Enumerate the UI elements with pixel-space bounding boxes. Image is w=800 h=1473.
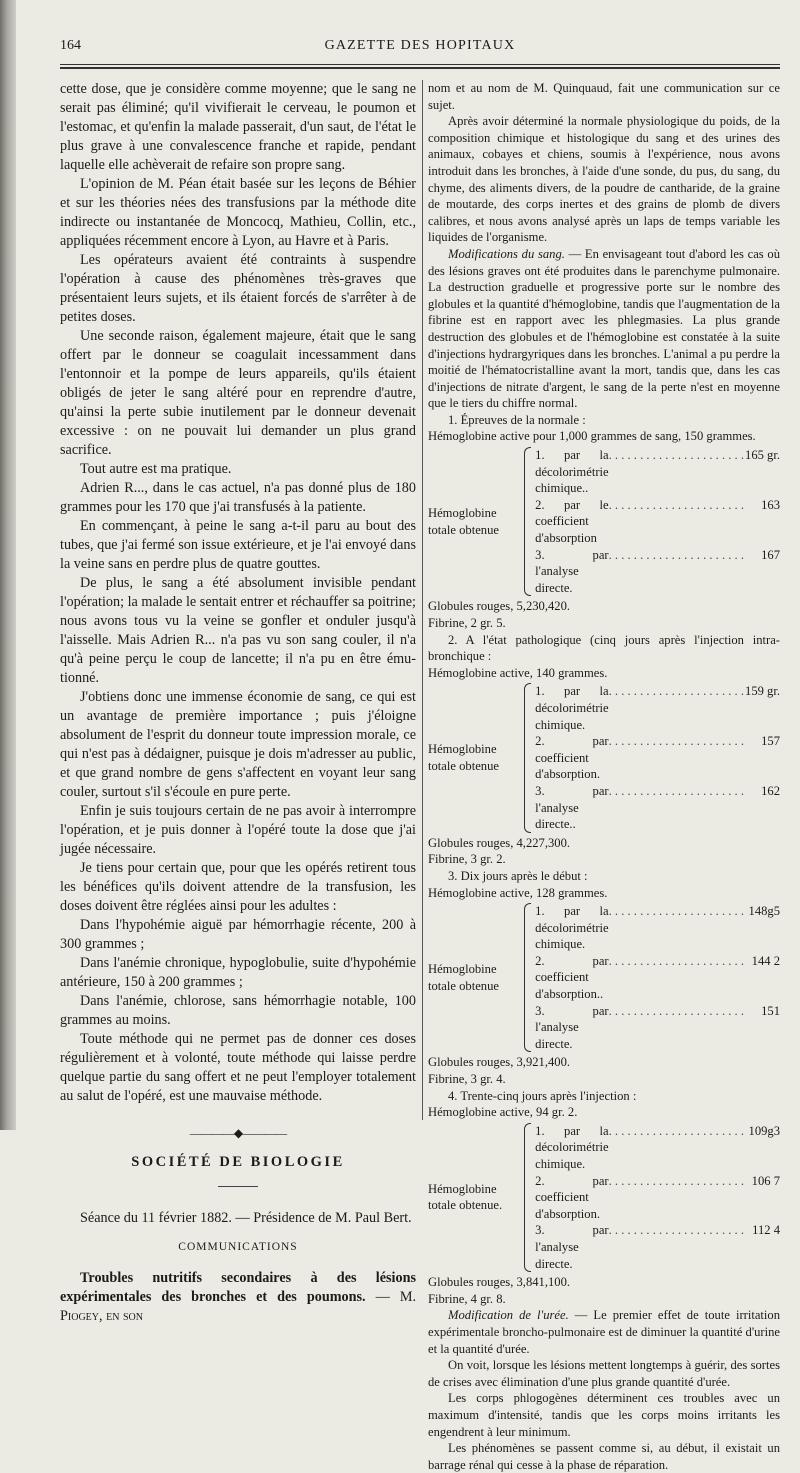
table-row-value: 144 2 bbox=[751, 953, 780, 968]
table-row bbox=[535, 733, 780, 783]
subheading: Modification de l'urée. bbox=[448, 1308, 569, 1323]
paragraph: Après avoir déterminé la normale physiologique du poids, de la composition chimique et histologique du sang et des urines des animaux, cobayes et chiens, soumis à l'expérience, nous avons introduit dans les bronches, à l'aide d'une sonde, du pus, du sang, du chyme, des aliments divers, de la poudre de cantharide, de la graine de moutarde, des corps inertes et des grains de plomb de divers calibres, et nous avons analysé après un laps de temps variable les liquides de l'organisme. bbox=[428, 114, 780, 245]
article-heading bbox=[60, 1269, 416, 1326]
newspaper-page bbox=[60, 36, 781, 1472]
page-number: 164 bbox=[60, 38, 81, 53]
table-globules: Globules rouges, 3,921,400. bbox=[428, 1055, 571, 1070]
paragraph bbox=[428, 246, 780, 412]
running-title: GAZETTE DES HOPITAUX bbox=[324, 38, 516, 53]
table-row-label: 3. par l'analyse directe. bbox=[535, 1003, 609, 1051]
table-row bbox=[535, 1123, 780, 1173]
table-row bbox=[535, 547, 780, 597]
column-divider bbox=[422, 80, 423, 1120]
table-row-label: 3. par l'analyse directe. bbox=[535, 547, 609, 595]
hemoglobin-table bbox=[428, 683, 780, 832]
table-row-label: 2. par le coefficient d'absorption bbox=[535, 497, 609, 546]
table-row-label: 1. par la décolorimétrie chimique.. bbox=[535, 448, 609, 496]
table-items bbox=[535, 683, 780, 832]
leader-dots: . . . . . . . . . . . . . . . . . . . . . . bbox=[608, 734, 744, 749]
table-row-value: 112 4 bbox=[752, 1223, 780, 1238]
paragraph: cette dose, que je considère comme moyenne; que le sang ne serait pas éliminé; qu'il vivifierait le cerveau, le poumon et l'estomac, et qu'enfin la malade passerait, d'un saut, de l'état le plus grave à une convalescence franche et rapide, pendant laquelle elle achèverait de refaire son propre sang. bbox=[60, 81, 416, 173]
table-row-label: 1. par la décolorimétrie chimique. bbox=[535, 684, 609, 732]
paragraph: Toute méthode qui ne permet pas de donner ces doses régulièrement et à volonté, toute méthode qui laisse perdre quelque partie du sang offert et ne peut l'employer totalement au salut de l'opéré, est une mauvaise méthode. bbox=[60, 1031, 416, 1104]
paragraph: Tout autre est ma pratique. bbox=[80, 461, 232, 477]
page-header bbox=[60, 36, 780, 56]
table-fibrine: Fibrine, 2 gr. 5. bbox=[428, 616, 506, 630]
table-globules: Globules rouges, 5,230,420. bbox=[428, 599, 571, 614]
paragraph: Les phénomènes se passent comme si, au début, il existait un barrage rénal qui cesse à la phase de réparation. bbox=[428, 1441, 780, 1472]
table-items bbox=[535, 447, 780, 596]
paragraph-text: — Le premier effet de toute irritation expérimentale broncho-pulmonaire est de diminuer la quantité d'urine et la quantité d'urée. bbox=[428, 1308, 781, 1356]
table-row-value: 157 bbox=[761, 734, 780, 749]
brace bbox=[524, 903, 531, 1052]
table-row-value: 109g3 bbox=[748, 1123, 780, 1138]
paragraph: Dans l'anémie, chlorose, sans hémorrhagie notable, 100 grammes au moins. bbox=[60, 993, 416, 1028]
table-row bbox=[535, 1173, 780, 1223]
leader-dots: . . . . . . . . . . . . . . . . . . . . . . bbox=[608, 448, 744, 463]
brace bbox=[524, 1123, 531, 1272]
table-active-line: Hémoglobine active pour 1,000 grammes de sang, 150 grammes. bbox=[428, 429, 756, 444]
table-heading: 4. Trente-cinq jours après l'injection : bbox=[448, 1088, 637, 1103]
paragraph: J'obtiens donc une immense économie de sang, ce qui est un avantage de première importance ; puis j'éloigne absolument de l'esprit du donneur toute impression morale, ce qui n'est pas à dédaigner, puisque je dois m'adresser au public, et que grand nombre de gens s'affectent en voyant leur sang couler, surtout s'il s'écoule en pure perte. bbox=[60, 689, 416, 800]
table-row bbox=[535, 1003, 780, 1053]
hemoglobin-table bbox=[428, 1123, 780, 1272]
paragraph-text: — En envisageant tout d'abord les cas où des lésions graves ont été produites dans le parenchyme pulmonaire. La destruction graduelle et progressive porte sur le nombre des globules et la quantité d'hémoglobine, tandis que l'augmentation de la fibrine est en rapport avec les phlegmasies. La plus grande destruction des globules et de l'hémoglobine est constatée à la suite d'injections hydrargyriques dans les bronches. L'animal a pu perdre la moitié de l'hématocristalline avant la mort, tandis que, dans les cas d'injections de nitrate d'argent, le sang de la perte n'est en moyenne que le tiers du chiffre normal. bbox=[428, 246, 780, 411]
table-row-value: 151 bbox=[761, 1003, 780, 1018]
paragraph: Les corps phlogogènes déterminent ces troubles avec un maximum d'intensité, tandis que les corps moins irritants les engendrent à leur minimum. bbox=[428, 1391, 780, 1439]
table-fibrine: Fibrine, 3 gr. 4. bbox=[428, 1072, 506, 1087]
table-row-value: 165 gr. bbox=[745, 448, 780, 463]
table-items bbox=[535, 903, 780, 1052]
leader-dots: . . . . . . . . . . . . . . . . . . . . . . bbox=[608, 783, 744, 798]
communications-heading: COMMUNICATIONS bbox=[178, 1241, 298, 1253]
table-row-label: 1. par la décolorimétrie chimique. bbox=[535, 904, 609, 952]
paragraph: De plus, le sang a été absolument invisible pendant l'opération; la malade le sentait entrer et réchauffer sa poitrine; nous avons tous vu la veine se gonfler et onduler jusqu'à l'aisselle. Mais Adrien R... n'a pas vu son sang couler, il n'a qu'à peine perçu le coup de lancette; il n'a pu en être ému-tionné. bbox=[60, 575, 416, 686]
leader-dots: . . . . . . . . . . . . . . . . . . . . . . bbox=[608, 1173, 744, 1188]
paragraph: Je tiens pour certain que, pour que les opérés retirent tous les bénéfices qu'ils doivent attendre de la transfusion, les doses doivent être réglées ainsi pour les adultes : bbox=[60, 860, 416, 914]
paragraph: En commençant, à peine le sang a-t-il paru au bout des tubes, que j'ai fermé son issue extérieure, et je l'ai envoyé dans la veine sans en perdre plus de quatre gouttes. bbox=[60, 518, 416, 572]
table-fibrine: Fibrine, 4 gr. 8. bbox=[428, 1291, 506, 1306]
brace bbox=[524, 447, 531, 596]
table-globules: Globules rouges, 3,841,100. bbox=[428, 1275, 571, 1290]
table-row-label: 2. par coefficient d'absorption. bbox=[535, 1173, 609, 1221]
table-row-label: 1. par la décolorimétrie chimique. bbox=[535, 1123, 609, 1171]
article-title: Troubles nutritifs secondaires à des lésions expérimentales des bronches et des poumons. bbox=[60, 1270, 416, 1305]
paragraph: Adrien R..., dans le cas actuel, n'a pas donné plus de 180 grammes pour les 170 que j'ai transfusés à la patiente. bbox=[60, 480, 416, 515]
leader-dots: . . . . . . . . . . . . . . . . . . . . . . bbox=[608, 904, 744, 919]
table-label: Hémoglobine totale obtenue bbox=[428, 506, 499, 537]
paragraph: Dans l'anémie chronique, hypoglobulie, suite d'hypohémie antérieure, 150 à 200 grammes ; bbox=[60, 955, 416, 990]
table-row-value: 163 bbox=[761, 497, 780, 512]
paragraph: nom et au nom de M. Quinquaud, fait une communication sur ce sujet. bbox=[428, 81, 780, 112]
table-label: Hémoglobine totale obtenue. bbox=[428, 1181, 503, 1213]
hemoglobin-table bbox=[428, 447, 780, 596]
table-row bbox=[535, 683, 780, 733]
table-row bbox=[535, 1222, 780, 1272]
table-active-line: Hémoglobine active, 140 grammes. bbox=[428, 665, 608, 680]
table-row bbox=[535, 447, 780, 497]
header-rule-thick bbox=[60, 67, 780, 69]
table-heading: 3. Dix jours après le début : bbox=[448, 868, 588, 883]
table-row bbox=[535, 903, 780, 953]
table-heading: 1. Épreuves de la normale : bbox=[448, 412, 586, 427]
table-row-label: 2. par coefficient d'absorption. bbox=[535, 734, 609, 782]
article-author: — M. Piogey, en son bbox=[60, 1289, 416, 1324]
table-globules: Globules rouges, 4,227,300. bbox=[428, 835, 571, 850]
table-items bbox=[535, 1123, 780, 1272]
table-row bbox=[535, 783, 780, 833]
section-separator: ————◆———— bbox=[189, 1126, 287, 1140]
brace bbox=[524, 683, 531, 832]
paragraph: On voit, lorsque les lésions mettent longtemps à guérir, des sortes de crises avec élimination d'une plus grande quantité d'urée. bbox=[428, 1358, 780, 1389]
paragraph: Les opérateurs avaient été contraints à suspendre l'opération à cause des phénomènes très-graves que présentaient leurs sujets, et ils étaient forcés de s'arrêter à de petites doses. bbox=[60, 252, 416, 325]
leader-dots: . . . . . . . . . . . . . . . . . . . . . . bbox=[608, 1003, 744, 1018]
table-label: Hémoglobine totale obtenue bbox=[428, 742, 499, 774]
paragraph: Dans l'hypohémie aiguë par hémorrhagie récente, 200 à 300 grammes ; bbox=[60, 917, 416, 952]
paragraph: Enfin je suis toujours certain de ne pas avoir à interrompre l'opération, et je puis donner à l'opéré toute la dose que j'ai jugée nécessaire. bbox=[60, 803, 416, 857]
book-binding-edge bbox=[0, 0, 16, 1130]
table-row-value: 106 7 bbox=[751, 1173, 780, 1188]
left-column bbox=[60, 80, 416, 1326]
table-row-value: 162 bbox=[761, 783, 780, 798]
right-column bbox=[428, 80, 780, 1473]
table-row-value: 159 gr. bbox=[745, 684, 780, 699]
table-label: Hémoglobine totale obtenue bbox=[428, 962, 499, 993]
table-row bbox=[535, 497, 780, 547]
table-active-line: Hémoglobine active, 94 gr. 2. bbox=[428, 1105, 578, 1120]
paragraph: L'opinion de M. Péan était basée sur les leçons de Béhier et sur les théories nées des transfusions par la méthode dite indirecte ou instantanée de Moncocq, Mathieu, Collin, etc., appliquées récemment encore à Lyon, au Havre et à Paris. bbox=[60, 176, 416, 249]
leader-dots: . . . . . . . . . . . . . . . . . . . . . . bbox=[608, 953, 744, 968]
subheading: Modifications du sang. bbox=[448, 246, 565, 261]
header-rule bbox=[60, 64, 780, 65]
leader-dots: . . . . . . . . . . . . . . . . . . . . . . bbox=[608, 684, 744, 699]
table-row-label: 2. par coefficient d'absorption.. bbox=[535, 953, 609, 1002]
hemoglobin-table bbox=[428, 903, 780, 1052]
leader-dots: . . . . . . . . . . . . . . . . . . . . . . bbox=[608, 547, 744, 562]
table-row-value: 148g5 bbox=[748, 904, 780, 919]
short-rule bbox=[218, 1186, 258, 1187]
leader-dots: . . . . . . . . . . . . . . . . . . . . . . bbox=[608, 497, 744, 512]
table-row bbox=[535, 953, 780, 1003]
table-active-line: Hémoglobine active, 128 grammes. bbox=[428, 885, 608, 900]
paragraph bbox=[428, 1307, 780, 1357]
hemoglobin-tables bbox=[428, 412, 780, 1307]
leader-dots: . . . . . . . . . . . . . . . . . . . . . . bbox=[608, 1123, 744, 1138]
paragraph: Une seconde raison, également majeure, était que le sang offert par le donneur se coagulait incessamment dans l'entonnoir et la pompe de leurs appareils, qu'ils étaient obligés de jeter le sang altéré pour en reprendre d'autre, qu'ainsi la perte subie inutilement par le donneur devenait excessive : on ne pouvait lui demander un plus grand sacrifice. bbox=[60, 328, 416, 458]
table-fibrine: Fibrine, 3 gr. 2. bbox=[428, 852, 506, 867]
table-heading: 2. A l'état pathologique (cinq jours après l'injection intra-bronchique : bbox=[428, 632, 780, 664]
table-row-label: 3. par l'analyse directe.. bbox=[535, 783, 609, 832]
session-line: Séance du 11 février 1882. — Présidence de M. Paul Bert. bbox=[80, 1210, 412, 1226]
table-row-value: 167 bbox=[761, 547, 780, 562]
leader-dots: . . . . . . . . . . . . . . . . . . . . . . bbox=[608, 1223, 744, 1238]
table-row-label: 3. par l'analyse directe. bbox=[535, 1223, 609, 1271]
section-title: SOCIÉTÉ DE BIOLOGIE bbox=[131, 1154, 345, 1170]
